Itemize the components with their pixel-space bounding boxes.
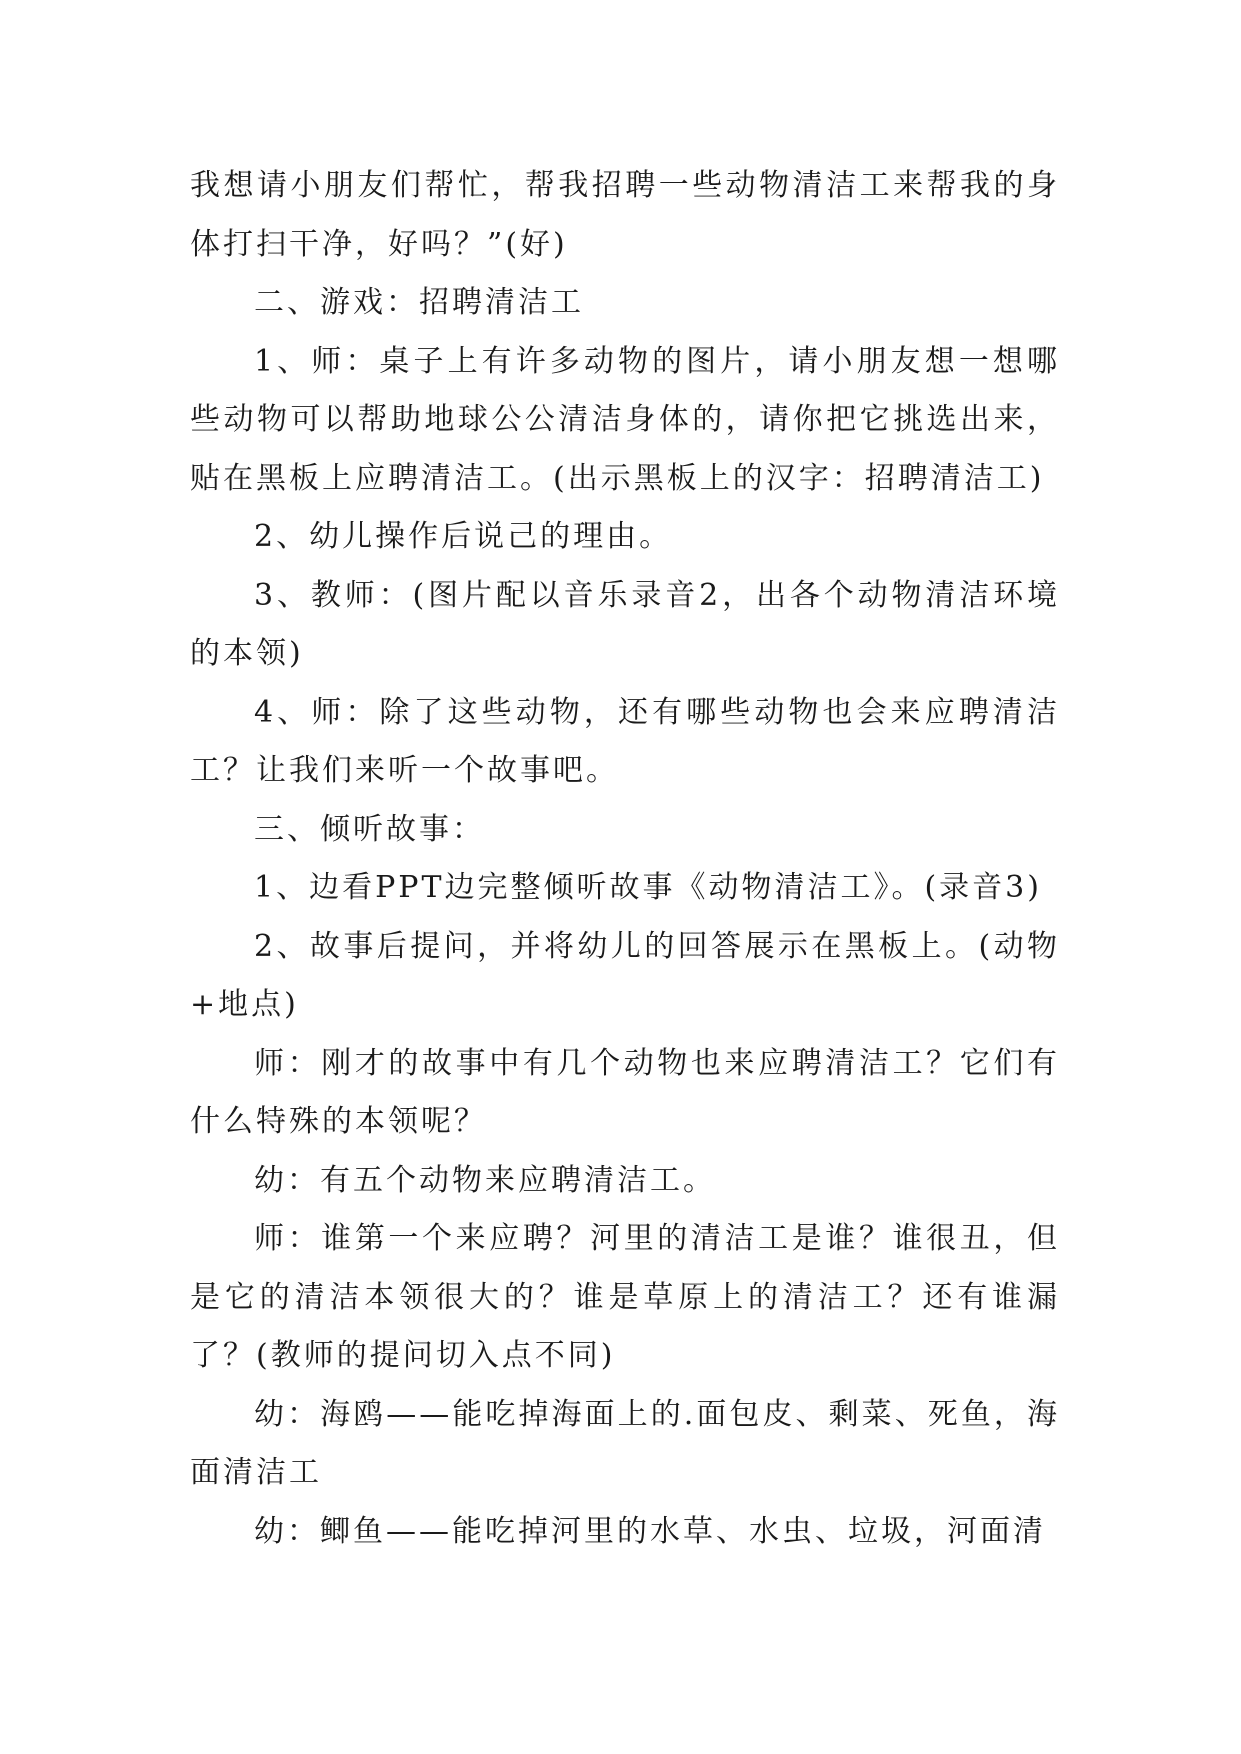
dialogue-child-1: 幼：有五个动物来应聘清洁工。 [254,1162,716,1198]
paragraph-1: 我想请小朋友们帮忙，帮我招聘一些动物清洁工来帮我的身体打扫干净，好吗？”(好) [190,168,1060,262]
paragraph-story-2: 2、故事后提问，并将幼儿的回答展示在黑板上。(动物+地点) [190,928,1060,1022]
dialogue-teacher-2: 师：谁第一个来应聘？河里的清洁工是谁？谁很丑，但是它的清洁本领很大的？谁是草原上的清洁工？还有谁漏了？(教师的提问切入点不同) [190,1221,1060,1373]
dialogue-child-3: 幼：鲫鱼——能吃掉河里的水草、水虫、垃圾，河面清 [254,1513,1046,1549]
paragraph-story-1: 1、边看PPT边完整倾听故事《动物清洁工》。(录音3) [254,870,1042,905]
section-heading-game: 二、游戏：招聘清洁工 [254,285,584,320]
paragraph-step-2: 2、幼儿操作后说己的理由。 [254,519,673,554]
dialogue-child-2: 幼：海鸥——能吃掉海面上的.面包皮、剩菜、死鱼，海面清洁工 [190,1396,1060,1490]
paragraph-step-3: 3、教师：(图片配以音乐录音2，出各个动物清洁环境的本领) [190,577,1060,671]
paragraph-step-1: 1、师：桌子上有许多动物的图片，请小朋友想一想哪些动物可以帮助地球公公清洁身体的，请你把它挑选出来，贴在黑板上应聘清洁工。(出示黑板上的汉字：招聘清洁工) [190,343,1060,496]
paragraph-step-4: 4、师：除了这些动物，还有哪些动物也会来应聘清洁工？让我们来听一个故事吧。 [190,694,1060,788]
document-body [190,157,1060,1561]
dialogue-teacher-1: 师：刚才的故事中有几个动物也来应聘清洁工？它们有什么特殊的本领呢？ [190,1045,1060,1139]
section-heading-story: 三、倾听故事： [254,811,485,847]
